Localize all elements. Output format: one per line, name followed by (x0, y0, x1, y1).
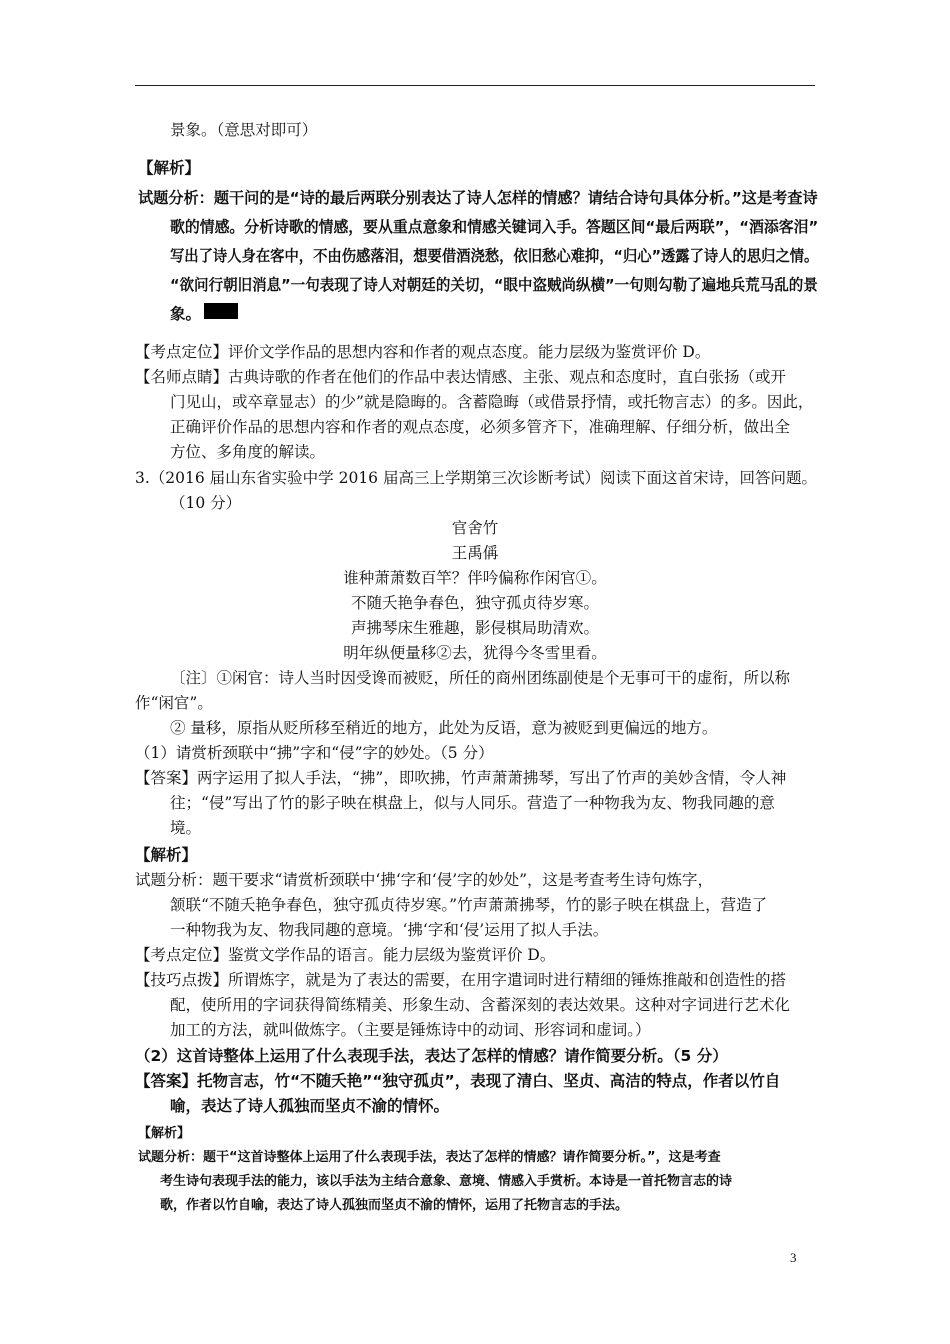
text-line: 歌，作者以竹自喻，表达了诗人孤独而坚贞不渝的情怀，运用了托物言志的手法。 (160, 1198, 629, 1213)
section-heading: 【解析】 (138, 159, 201, 177)
page-number: 3 (790, 1250, 797, 1265)
text-line: 景象。（意思对即可） (170, 121, 318, 139)
text-line: 【考点定位】评价文学作品的思想内容和作者的观点态度。能力层级为鉴赏评价 D。 (135, 343, 711, 361)
note-line: 作“闲官”。 (135, 694, 213, 712)
text-line: 境。 (170, 819, 202, 837)
poem-line: 声拂琴床生雅趣，影侵棋局助清欢。 (350, 619, 599, 637)
text-line: 歌的情感。分析诗歌的情感，要从重点意象和情感关键词入手。答题区间“最后两联”，“酒添客泪” (170, 218, 819, 236)
text-line: 加工的方法，就叫做炼字。（主要是锤炼诗中的动词、形容词和虚词。） (170, 1021, 651, 1039)
question-heading: 3.（2016 届山东省实验中学 2016 届高三上学期第三次诊断考试）阅读下面这首宋诗，回答问题。 (135, 469, 817, 487)
text-line: 方位、多角度的解读。 (170, 443, 326, 461)
text-line: 喻，表达了诗人孤独而坚贞不渝的情怀。 (170, 1097, 450, 1115)
section-heading: 【解析】 (135, 846, 198, 864)
poem-line: 不随夭艳争春色，独守孤贞待岁寒。 (350, 594, 599, 612)
text-line: 【考点定位】鉴赏文学作品的语言。能力层级为鉴赏评价 D。 (135, 946, 556, 964)
text-line: 颔联“不随夭艳争春色，独守孤贞待岁寒。”竹声萧萧拂琴，竹的影子映在棋盘上，营造了 (170, 896, 768, 914)
note-line: 〔注〕①闲官：诗人当时因受谗而被贬，所任的商州团练副使是个无事可干的虚衔，所以称 (170, 669, 791, 687)
text-line: 考生诗句表现手法的能力，该以手法为主结合意象、意境、情感入手赏析。本诗是一首托物言志的诗 (160, 1174, 733, 1189)
poem-line: 谁种萧萧数百竿？伴吟偏称作闲官①。 (343, 569, 607, 587)
text-line: “欲问行朝旧消息”一句表现了诗人对朝廷的关切，“眼中盗贼尚纵横”一句则勾勒了遍地兵荒马乱的景 (170, 276, 818, 294)
text-line: 配，使所用的字词获得简练精美、形象生动、含蓄深刻的表达效果。这种对字词进行艺术化 (170, 996, 791, 1014)
redaction-box (204, 303, 238, 319)
question-line: （1）请赏析颈联中“拂”字和“侵”字的妙处。（5 分） (135, 744, 494, 762)
text-line: 写出了诗人身在客中，不由伤感落泪，想要借酒浇愁，依旧愁心难抑，“归心”透露了诗人的思归之情。 (170, 247, 819, 265)
poem-line: 明年纵便量移②去，犹得今冬雪里看。 (343, 644, 607, 662)
text-line: 门见山，或卒章显志）的少”就是隐晦的。含蓄隐晦（或借景抒情，或托物言志）的多。因此， (170, 393, 814, 411)
note-line: ② 量移，原指从贬所移至稍近的地方，此处为反语，意为被贬到更偏远的地方。 (170, 719, 718, 737)
header-rule (135, 85, 815, 86)
text-line: 【名师点睛】古典诗歌的作者在他们的作品中表达情感、主张、观点和态度时，直白张扬（或开 (135, 368, 787, 386)
text-line: 往；“侵”写出了竹的影子映在棋盘上，似与人同乐。营造了一种物我为友、物我同趣的意 (170, 794, 775, 812)
answer-line: 【答案】两字运用了拟人手法，“拂”，即吹拂，竹声萧萧拂琴，写出了竹声的美妙含情，令人神 (135, 769, 787, 787)
text-line: 试题分析：题干“这首诗整体上运用了什么表现手法，表达了怎样的情感？请作简要分析。”，这是考查 (138, 1150, 721, 1165)
section-heading: 【解析】 (138, 1126, 191, 1141)
text-line: 【技巧点拨】所谓炼字，就是为了表达的需要，在用字遣词时进行精细的锤炼推敲和创造性的搭 (135, 971, 787, 989)
answer-line: 【答案】托物言志，竹“不随夭艳”“独守孤贞”，表现了清白、坚贞、高洁的特点，作者以竹自 (135, 1072, 781, 1090)
text-line: （10 分） (170, 494, 242, 512)
poem-author: 王禹偁 (451, 544, 499, 562)
text-line: 试题分析：题干要求“请赏析颈联中‘拂‘字和‘侵’字的妙处”，这是考查考生诗句炼字， (135, 871, 714, 889)
poem-title: 官舍竹 (451, 519, 499, 537)
text-line: 一种物我为友、物我同趣的意境。‘拂‘字和‘侵’运用了拟人手法。 (170, 921, 609, 939)
question-line: （2）这首诗整体上运用了什么表现手法，表达了怎样的情感？请作简要分析。（5 分） (135, 1047, 728, 1065)
text-line: 象。 (170, 305, 202, 323)
text-line: 正确评价作品的思想内容和作者的观点态度，必须多管齐下，准确理解、仔细分析，做出全 (170, 418, 791, 436)
text-line: 试题分析：题干问的是“诗的最后两联分别表达了诗人怎样的情感？请结合诗句具体分析。”这是考查诗 (138, 189, 818, 207)
